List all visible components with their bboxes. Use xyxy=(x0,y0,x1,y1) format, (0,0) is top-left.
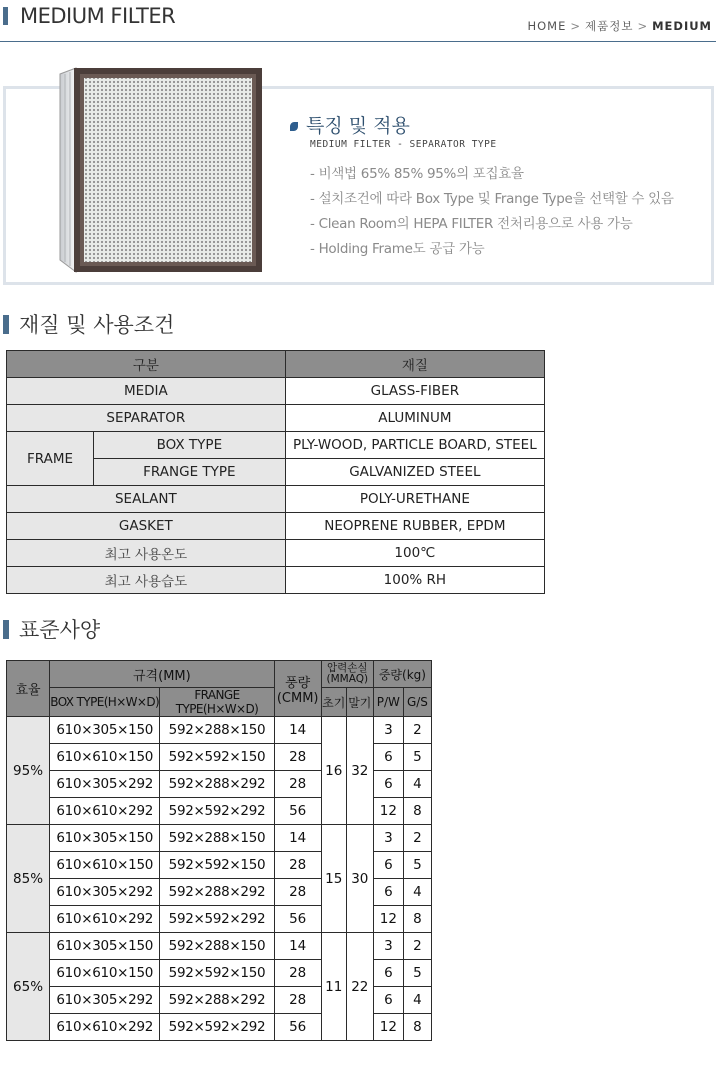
box-size-cell: 610×610×150 xyxy=(50,960,160,987)
pw-weight-cell: 3 xyxy=(373,717,403,744)
airflow-cell: 28 xyxy=(274,879,321,906)
box-size-cell: 610×305×292 xyxy=(50,987,160,1014)
section-accent-bar xyxy=(3,315,9,334)
row-value: GLASS-FIBER xyxy=(285,378,544,405)
breadcrumb-home[interactable]: HOME xyxy=(527,19,567,33)
row-value: GALVANIZED STEEL xyxy=(285,459,544,486)
leaf-bullet-icon xyxy=(290,122,298,131)
feature-subtitle: MEDIUM FILTER - SEPARATOR TYPE xyxy=(310,139,497,150)
section-accent-bar xyxy=(3,620,9,639)
page-header xyxy=(0,0,716,44)
table-row xyxy=(7,405,545,432)
materials-title-text: 재질 및 사용조건 xyxy=(19,313,175,337)
feature-list xyxy=(310,164,674,264)
airflow-cell: 28 xyxy=(274,852,321,879)
gs-weight-cell: 8 xyxy=(403,906,431,933)
airflow-cell: 56 xyxy=(274,798,321,825)
gs-weight-cell: 8 xyxy=(403,798,431,825)
breadcrumb xyxy=(527,18,712,34)
table-row xyxy=(7,933,432,960)
table-header-row xyxy=(7,661,432,688)
airflow-cell: 56 xyxy=(274,1014,321,1041)
initial-pressure-cell: 11 xyxy=(321,933,346,1041)
frange-size-cell: 592×592×292 xyxy=(160,1014,274,1041)
materials-section-title xyxy=(3,309,174,339)
feature-item: - 설치조건에 따라 Box Type 및 Frange Type을 선택할 수 있음 xyxy=(310,191,674,207)
header-efficiency: 효율 xyxy=(7,661,50,717)
breadcrumb-separator-icon: > xyxy=(637,19,649,33)
row-value: PLY-WOOD, PARTICLE BOARD, STEEL xyxy=(285,432,544,459)
box-size-cell: 610×610×150 xyxy=(50,744,160,771)
row-label: GASKET xyxy=(7,513,286,540)
header-size: 규격(MM) xyxy=(50,661,275,688)
airflow-cell: 28 xyxy=(274,987,321,1014)
spec-title-text: 표준사양 xyxy=(19,618,101,642)
gs-weight-cell: 5 xyxy=(403,852,431,879)
feature-heading xyxy=(290,111,410,138)
box-size-cell: 610×305×150 xyxy=(50,717,160,744)
airflow-cell: 56 xyxy=(274,906,321,933)
table-row xyxy=(7,513,545,540)
airflow-cell: 14 xyxy=(274,825,321,852)
box-size-cell: 610×610×292 xyxy=(50,1014,160,1041)
standard-spec-table xyxy=(6,660,432,1041)
box-size-cell: 610×610×292 xyxy=(50,798,160,825)
feature-heading-text: 특징 및 적용 xyxy=(306,115,410,137)
airflow-cell: 28 xyxy=(274,771,321,798)
pw-weight-cell: 6 xyxy=(373,987,403,1014)
header-material: 재질 xyxy=(285,351,544,378)
header-final: 말기 xyxy=(346,688,373,717)
gs-weight-cell: 2 xyxy=(403,933,431,960)
frange-size-cell: 592×592×292 xyxy=(160,906,274,933)
airflow-cell: 14 xyxy=(274,933,321,960)
gs-weight-cell: 4 xyxy=(403,771,431,798)
row-label: SEALANT xyxy=(7,486,286,513)
row-label: 최고 사용습도 xyxy=(7,567,286,594)
gs-weight-cell: 8 xyxy=(403,1014,431,1041)
materials-table xyxy=(6,350,545,594)
efficiency-cell: 85% xyxy=(7,825,50,933)
header-gs: G/S xyxy=(403,688,431,717)
header-initial: 초기 xyxy=(321,688,346,717)
box-size-cell: 610×305×150 xyxy=(50,933,160,960)
box-size-cell: 610×305×292 xyxy=(50,879,160,906)
box-size-cell: 610×610×150 xyxy=(50,852,160,879)
pw-weight-cell: 6 xyxy=(373,852,403,879)
frange-size-cell: 592×592×150 xyxy=(160,744,274,771)
title-accent-bar xyxy=(3,7,8,25)
breadcrumb-separator-icon: > xyxy=(570,19,582,33)
frange-size-cell: 592×592×150 xyxy=(160,852,274,879)
table-row xyxy=(7,486,545,513)
row-sublabel: FRANGE TYPE xyxy=(94,459,286,486)
pw-weight-cell: 6 xyxy=(373,771,403,798)
feature-item: - 비색법 65% 85% 95%의 포집효율 xyxy=(310,166,524,182)
row-value: 100℃ xyxy=(285,540,544,567)
row-value: POLY-URETHANE xyxy=(285,486,544,513)
spec-section-title xyxy=(3,614,100,644)
table-row xyxy=(7,540,545,567)
pressure-unit: (MMAQ) xyxy=(326,673,369,685)
pw-weight-cell: 6 xyxy=(373,960,403,987)
pw-weight-cell: 12 xyxy=(373,906,403,933)
breadcrumb-current: MEDIUM xyxy=(652,19,712,33)
initial-pressure-cell: 15 xyxy=(321,825,346,933)
airflow-cell: 28 xyxy=(274,744,321,771)
final-pressure-cell: 30 xyxy=(346,825,373,933)
gs-weight-cell: 2 xyxy=(403,825,431,852)
gs-weight-cell: 5 xyxy=(403,960,431,987)
table-header-row xyxy=(7,351,545,378)
row-value: 100% RH xyxy=(285,567,544,594)
header-airflow xyxy=(274,661,321,717)
pw-weight-cell: 3 xyxy=(373,933,403,960)
efficiency-cell: 95% xyxy=(7,717,50,825)
row-value: ALUMINUM xyxy=(285,405,544,432)
frange-size-cell: 592×592×292 xyxy=(160,798,274,825)
airflow-cell: 14 xyxy=(274,717,321,744)
pressure-label: 압력손실 xyxy=(326,662,368,674)
table-row xyxy=(7,717,432,744)
row-label: MEDIA xyxy=(7,378,286,405)
table-row xyxy=(7,567,545,594)
table-row xyxy=(7,378,545,405)
frange-size-cell: 592×288×292 xyxy=(160,771,274,798)
header-frange-type: FRANGE TYPE(H×W×D) xyxy=(160,688,274,717)
row-value: NEOPRENE RUBBER, EPDM xyxy=(285,513,544,540)
box-size-cell: 610×610×292 xyxy=(50,906,160,933)
final-pressure-cell: 32 xyxy=(346,717,373,825)
row-label: 최고 사용온도 xyxy=(7,540,286,567)
row-label-frame: FRAME xyxy=(7,432,94,486)
final-pressure-cell: 22 xyxy=(346,933,373,1041)
feature-item: - Holding Frame도 공급 가능 xyxy=(310,241,485,257)
table-header-row xyxy=(7,688,432,717)
header-weight: 중량(kg) xyxy=(373,661,431,688)
table-row xyxy=(7,432,545,459)
header-box-type: BOX TYPE(H×W×D) xyxy=(50,688,160,717)
pw-weight-cell: 3 xyxy=(373,825,403,852)
airflow-unit: (CMM) xyxy=(276,690,319,706)
page-title: MEDIUM FILTER xyxy=(20,4,176,28)
table-row xyxy=(7,825,432,852)
row-label: SEPARATOR xyxy=(7,405,286,432)
frange-size-cell: 592×288×292 xyxy=(160,879,274,906)
gs-weight-cell: 4 xyxy=(403,879,431,906)
pw-weight-cell: 12 xyxy=(373,1014,403,1041)
pw-weight-cell: 12 xyxy=(373,798,403,825)
frange-size-cell: 592×288×150 xyxy=(160,717,274,744)
header-pressure xyxy=(321,661,373,688)
pw-weight-cell: 6 xyxy=(373,879,403,906)
gs-weight-cell: 2 xyxy=(403,717,431,744)
gs-weight-cell: 4 xyxy=(403,987,431,1014)
airflow-cell: 28 xyxy=(274,960,321,987)
pw-weight-cell: 6 xyxy=(373,744,403,771)
box-size-cell: 610×305×150 xyxy=(50,825,160,852)
header-category: 구분 xyxy=(7,351,286,378)
gs-weight-cell: 5 xyxy=(403,744,431,771)
row-sublabel: BOX TYPE xyxy=(94,432,286,459)
box-size-cell: 610×305×292 xyxy=(50,771,160,798)
initial-pressure-cell: 16 xyxy=(321,717,346,825)
efficiency-cell: 65% xyxy=(7,933,50,1041)
medium-filter-product-image xyxy=(56,64,266,274)
feature-item: - Clean Room의 HEPA FILTER 전처리용으로 사용 가능 xyxy=(310,216,633,232)
header-pw: P/W xyxy=(373,688,403,717)
header-divider xyxy=(0,41,716,42)
frange-size-cell: 592×288×292 xyxy=(160,987,274,1014)
breadcrumb-product-info[interactable]: 제품정보 xyxy=(585,19,634,33)
frange-size-cell: 592×288×150 xyxy=(160,933,274,960)
frange-size-cell: 592×592×150 xyxy=(160,960,274,987)
airflow-label: 풍량 xyxy=(285,675,311,691)
frange-size-cell: 592×288×150 xyxy=(160,825,274,852)
